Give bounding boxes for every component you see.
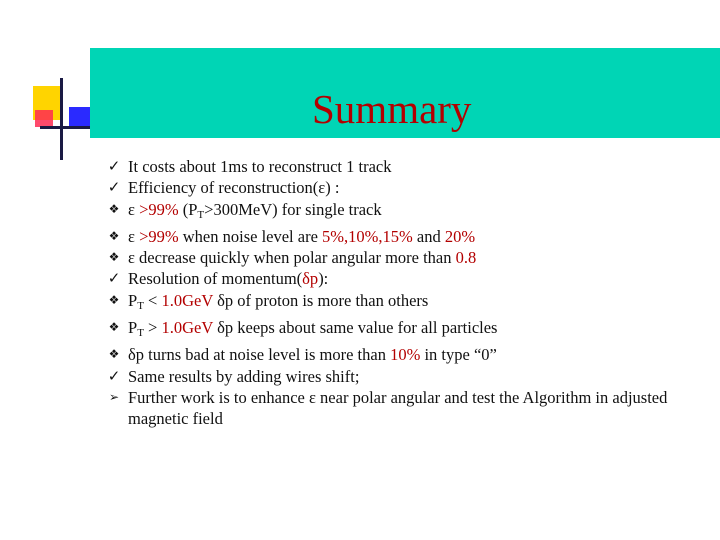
list-item xyxy=(104,247,714,268)
subscript-text: T xyxy=(197,208,205,221)
diamond-bullet-icon: ❖ xyxy=(108,347,120,362)
highlighted-text: 1.0GeV xyxy=(161,318,213,338)
item-text: >300MeV) for single track xyxy=(204,199,382,219)
slide-title: Summary xyxy=(312,86,472,132)
checkmark-icon: ✓ xyxy=(107,366,121,385)
diamond-bullet-icon: ❖ xyxy=(108,320,120,335)
list-item xyxy=(104,317,714,344)
checkmark-icon: ✓ xyxy=(107,157,121,175)
item-text: (P xyxy=(178,199,198,219)
checkmark-icon: ✓ xyxy=(107,269,121,288)
decor-red-square xyxy=(35,110,53,127)
item-text: P xyxy=(128,290,138,310)
item-text: ε xyxy=(128,199,140,219)
list-item xyxy=(104,344,714,365)
diamond-bullet-icon: ❖ xyxy=(108,228,120,243)
item-text: ): xyxy=(318,269,329,289)
list-item xyxy=(104,226,714,247)
decor-horizontal-line xyxy=(40,126,90,129)
item-text: Efficiency of reconstruction(ε) : xyxy=(128,178,340,198)
item-text: P xyxy=(128,318,138,338)
list-item xyxy=(104,290,714,317)
highlighted-text: δp xyxy=(302,269,319,289)
item-text: It costs about 1ms to reconstruct 1 track xyxy=(128,157,392,176)
decor-blue-square xyxy=(69,107,90,127)
list-item xyxy=(104,387,714,430)
highlighted-text: 0.8 xyxy=(455,248,477,268)
list-item xyxy=(104,156,714,177)
item-text: Resolution of momentum( xyxy=(128,269,303,289)
item-text: δp turns bad at noise level is more than xyxy=(128,345,391,365)
subscript-text: T xyxy=(137,299,144,312)
item-text: ε xyxy=(128,226,140,246)
diamond-bullet-icon: ❖ xyxy=(108,201,120,216)
highlighted-text: >99% xyxy=(139,226,179,246)
item-text: > xyxy=(143,318,162,338)
item-text: δp of proton is more than others xyxy=(212,290,429,310)
item-text: Same results by adding wires shift; xyxy=(128,366,360,386)
arrow-bullet-icon: ➢ xyxy=(108,389,120,404)
item-text: δp keeps about same value for all particles xyxy=(212,318,498,338)
decor-vertical-line xyxy=(60,78,63,160)
diamond-bullet-icon: ❖ xyxy=(108,292,120,307)
highlighted-text: 10% xyxy=(390,345,421,365)
highlighted-text: 20% xyxy=(444,226,476,246)
list-item xyxy=(104,366,714,387)
diamond-bullet-icon: ❖ xyxy=(108,250,120,265)
item-text: < xyxy=(143,290,162,310)
item-text: ε decrease quickly when polar angular more than xyxy=(128,248,456,268)
list-item xyxy=(104,268,714,289)
highlighted-text: 1.0GeV xyxy=(161,290,213,310)
checkmark-icon: ✓ xyxy=(107,178,121,197)
subscript-text: T xyxy=(137,327,144,340)
list-item xyxy=(104,177,714,198)
item-text: and xyxy=(412,226,445,246)
bullet-list xyxy=(104,156,714,430)
highlighted-text: >99% xyxy=(139,199,179,219)
item-text: in type “0” xyxy=(420,345,497,365)
list-item xyxy=(104,199,714,226)
item-text: when noise level are xyxy=(178,226,323,246)
highlighted-text: 5%,10%,15% xyxy=(322,226,413,246)
item-text: Further work is to enhance ε near polar angular and test the Algorithm in adjusted magnetic field xyxy=(128,387,668,429)
